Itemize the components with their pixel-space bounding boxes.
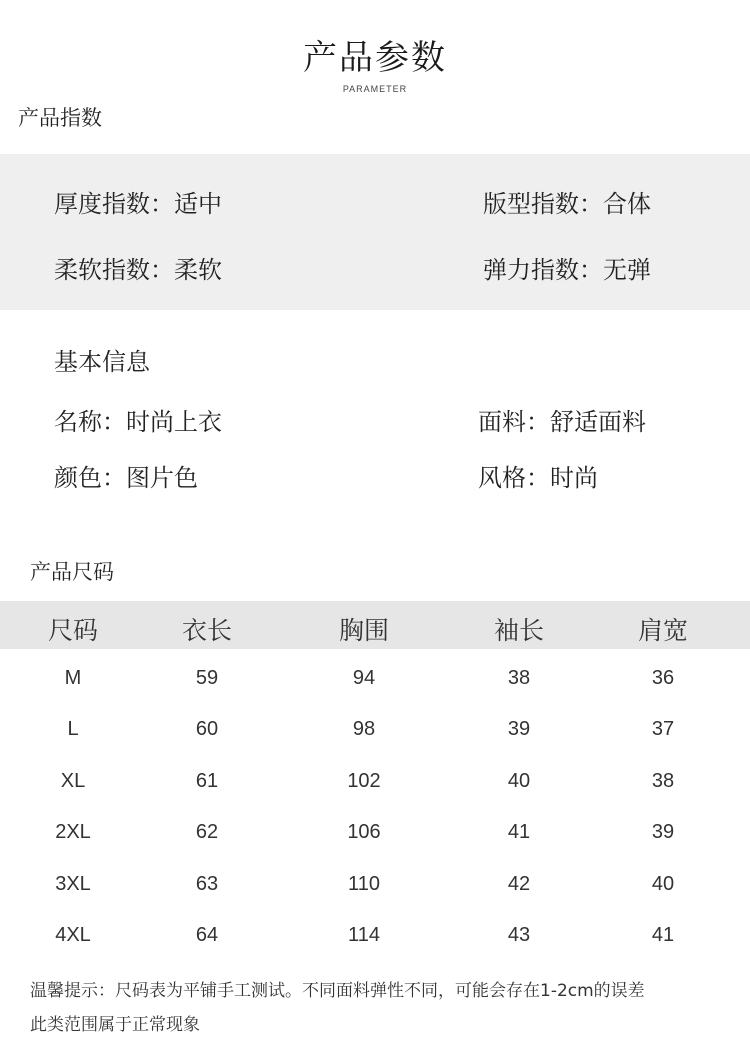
index-key: 柔软指数： — [54, 256, 174, 284]
column-header-size: 尺码 — [47, 616, 99, 645]
cell-chest: 98 — [352, 718, 376, 740]
cell-shoulder: 38 — [651, 770, 675, 792]
index-band — [0, 154, 750, 310]
cell-chest: 94 — [352, 667, 376, 689]
cell-shoulder: 36 — [651, 667, 675, 689]
column-header-length: 衣长 — [181, 616, 233, 645]
index-key: 厚度指数： — [54, 190, 174, 218]
size-note — [30, 974, 730, 1042]
cell-shoulder: 39 — [651, 821, 675, 843]
column-header-chest: 胸围 — [338, 616, 390, 645]
basic-item-fabric — [478, 402, 646, 437]
basic-value: 图片色 — [126, 464, 198, 492]
index-key: 版型指数： — [483, 190, 603, 218]
column-header-sleeve: 袖长 — [493, 616, 545, 645]
cell-size: M — [64, 667, 82, 689]
index-value: 无弹 — [603, 256, 651, 284]
basic-value: 时尚 — [550, 464, 598, 492]
cell-sleeve: 41 — [507, 821, 531, 843]
cell-length: 62 — [195, 821, 219, 843]
cell-size: 4XL — [55, 924, 91, 946]
cell-length: 61 — [195, 770, 219, 792]
table-row — [0, 867, 750, 907]
basic-item-color — [54, 458, 198, 493]
cell-length: 63 — [195, 873, 219, 895]
basic-key: 名称： — [54, 408, 126, 436]
column-header-shoulder: 肩宽 — [637, 616, 689, 645]
index-value: 柔软 — [174, 256, 222, 284]
table-row — [0, 918, 750, 958]
cell-sleeve: 40 — [507, 770, 531, 792]
cell-size: L — [67, 718, 79, 740]
cell-sleeve: 39 — [507, 718, 531, 740]
table-row — [0, 712, 750, 752]
size-section-label: 产品尺码 — [30, 560, 114, 584]
basic-item-name — [54, 402, 222, 437]
table-row — [0, 661, 750, 701]
cell-shoulder: 40 — [651, 873, 675, 895]
cell-sleeve: 42 — [507, 873, 531, 895]
basic-item-style — [478, 458, 598, 493]
cell-size: 3XL — [55, 873, 91, 895]
cell-length: 64 — [195, 924, 219, 946]
table-row — [0, 764, 750, 804]
cell-sleeve: 38 — [507, 667, 531, 689]
cell-sleeve: 43 — [507, 924, 531, 946]
cell-chest: 106 — [347, 821, 381, 843]
index-key: 弹力指数： — [483, 256, 603, 284]
cell-length: 60 — [195, 718, 219, 740]
index-section-label: 产品指数 — [18, 106, 102, 130]
basic-key: 风格： — [478, 464, 550, 492]
index-value: 合体 — [603, 190, 651, 218]
cell-length: 59 — [195, 667, 219, 689]
index-item-fit — [483, 184, 651, 219]
basic-key: 面料： — [478, 408, 550, 436]
note-line-2: 此类范围属于正常现象 — [30, 1015, 200, 1035]
size-table-header — [0, 601, 750, 649]
table-row — [0, 815, 750, 855]
cell-size: 2XL — [55, 821, 91, 843]
note-line-1: 温馨提示：尺码表为平铺手工测试。不同面料弹性不同，可能会存在1-2cm的误差 — [30, 981, 645, 1001]
cell-chest: 102 — [347, 770, 381, 792]
cell-chest: 114 — [348, 924, 380, 946]
cell-shoulder: 37 — [651, 718, 675, 740]
basic-value: 时尚上衣 — [126, 408, 222, 436]
basic-value: 舒适面料 — [550, 408, 646, 436]
index-item-thickness — [54, 184, 222, 219]
cell-size: XL — [60, 770, 86, 792]
cell-chest: 110 — [348, 873, 380, 895]
index-item-softness — [54, 250, 222, 285]
page-subtitle: PARAMETER — [342, 84, 408, 94]
index-item-elasticity — [483, 250, 651, 285]
index-value: 适中 — [174, 190, 222, 218]
basic-info-label: 基本信息 — [54, 348, 150, 376]
basic-key: 颜色： — [54, 464, 126, 492]
cell-shoulder: 41 — [651, 924, 675, 946]
page-title: 产品参数 — [303, 38, 447, 78]
